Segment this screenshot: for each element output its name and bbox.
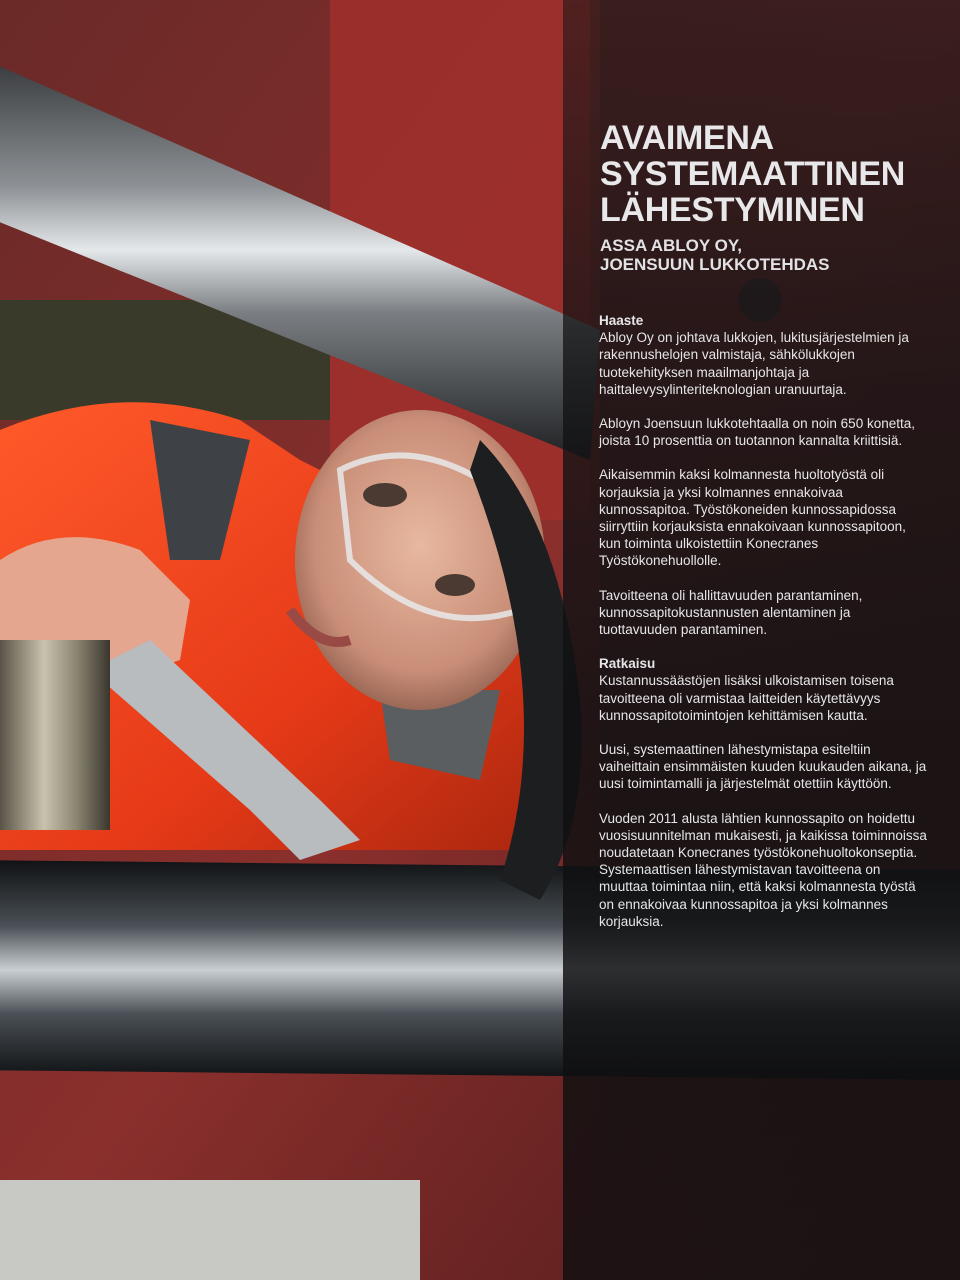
challenge-paragraph-4: Tavoitteena oli hallittavuuden parantaminen, kunnossapitokustannusten alentaminen ja tuottavuuden parantaminen. (599, 587, 863, 638)
challenge-heading: Haaste (599, 313, 644, 328)
title-line: SYSTEMAATTINEN (600, 155, 905, 193)
challenge-paragraph-2: Abloyn Joensuun lukkotehtaalla on noin 650 konetta, joista 10 prosenttia on tuotannon kannalta kriittisiä. (599, 416, 915, 449)
solution-paragraph-2: Uusi, systemaattinen lähestymistapa esiteltiin vaiheittain ensimmäisten kuuden kuukauden aikana, ja uusi toimintamalli ja järjestelmät otettiin käyttöön. (599, 742, 927, 792)
page-title (600, 120, 950, 228)
solution-heading: Ratkaisu (599, 656, 656, 672)
subtitle-line: JOENSUUN LUKKOTEHDAS (600, 255, 830, 274)
solution-text-1: Kustannussäästöjen lisäksi ulkoistamisen toisena tavoitteena oli varmistaa laitteiden käytettävyys kunnossapitotoimintojen kehittämisen kautta. (599, 673, 894, 723)
subtitle-line: ASSA ABLOY OY, (600, 236, 743, 255)
challenge-paragraph-3: Aikaisemmin kaksi kolmannesta huoltotyöstä oli korjauksia ja yksi kolmannes ennakoivaa kunnossapitoa. Työstökoneiden kunnossapidossa siirryttiin korjauksista ennakoivaan kunnossapitoon, kun toiminta ulkoistettiin Konecranes Työstökonehuollolle. (599, 467, 906, 569)
solution-paragraph-3: Vuoden 2011 alusta lähtien kunnossapito on hoidettu vuosisuunnitelman mukaisesti, ja kaikissa toiminnoissa noudatetaan Konecranes työstökonehuoltokonseptia. Systemaattisen lähestymistavan tavoitteena on muuttaa toimintaa niin, että kaksi kolmannesta työstä on ennakoivaa kunnossapitoa ja yksi kolmannes korjauksia. (599, 810, 927, 929)
title-line: AVAIMENA (600, 119, 774, 157)
title-line: LÄHESTYMINEN (600, 191, 865, 229)
article-body (599, 312, 929, 947)
solution-paragraph-1 (599, 655, 929, 724)
page-subtitle (600, 236, 940, 274)
challenge-text-1: Abloy Oy on johtava lukkojen, lukitusjärjestelmien ja rakennushelojen valmistaja, sähkölukkojen tuotekehityksen maailmanjohtaja ja haittalevysylinteriteknologian uranuurtaja. (599, 330, 909, 397)
challenge-paragraph-1 (599, 312, 929, 398)
